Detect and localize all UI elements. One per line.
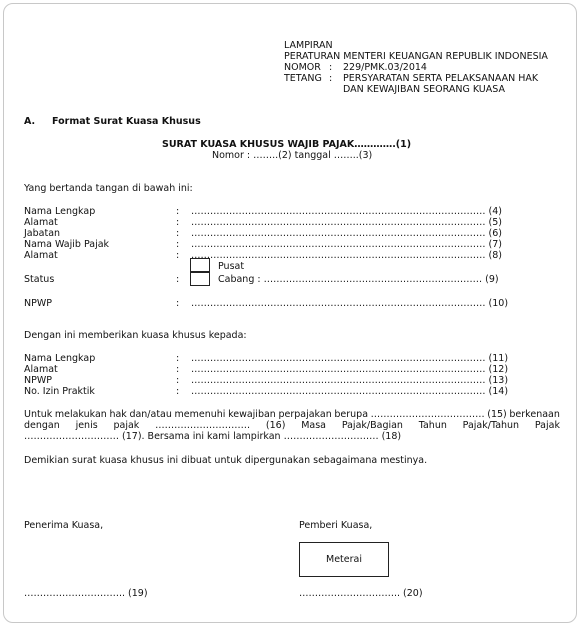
purpose-word: dengan bbox=[24, 420, 60, 431]
field-dots: ………………………………………………………………………………… (5) bbox=[191, 217, 502, 228]
purpose-word: jenis bbox=[75, 420, 98, 431]
field-label: Jabatan bbox=[24, 228, 61, 239]
npwp-label: NPWP bbox=[24, 298, 52, 309]
giver-label: Pemberi Kuasa, bbox=[299, 520, 373, 531]
purpose-word: memenuhi bbox=[174, 409, 226, 420]
purpose-line1 bbox=[24, 409, 560, 420]
purpose-word: kewajiban bbox=[228, 409, 276, 420]
field-dots: ………………………………………………………………………………… (7) bbox=[191, 239, 502, 250]
purpose-word: Pajak bbox=[534, 420, 560, 431]
field-colon: : bbox=[176, 250, 180, 261]
purpose-word: Masa bbox=[301, 420, 327, 431]
purpose-word: ………………………… bbox=[155, 420, 251, 431]
field-colon: : bbox=[176, 386, 180, 397]
receiver-label: Penerima Kuasa, bbox=[24, 520, 104, 531]
npwp-dots: ………………………………………………………………………………… (10) bbox=[191, 298, 509, 309]
grant-intro-text: Dengan ini memberikan kuasa khusus kepada: bbox=[24, 330, 247, 341]
purpose-word: pajak bbox=[113, 420, 140, 431]
field-label: No. Izin Praktik bbox=[24, 386, 95, 397]
field-colon: : bbox=[176, 364, 180, 375]
status-pusat-checkbox[interactable] bbox=[190, 258, 210, 272]
purpose-word: berkenaan bbox=[509, 409, 560, 420]
purpose-word: Pajak/Bagian bbox=[341, 420, 403, 431]
header-tentang-line1: PERSYARATAN SERTA PELAKSANAAN HAK bbox=[343, 73, 539, 84]
npwp-colon: : bbox=[176, 298, 180, 309]
status-colon: : bbox=[176, 274, 180, 285]
field-label: Alamat bbox=[24, 250, 58, 261]
header-tentang-line2: DAN KEWAJIBAN SEORANG KUASA bbox=[343, 84, 505, 95]
doc-title: SURAT KUASA KHUSUS WAJIB PAJAK………….(1) bbox=[162, 139, 412, 150]
field-label: Nama Lengkap bbox=[24, 353, 96, 364]
field-dots: ………………………………………………………………………………… (8) bbox=[191, 250, 502, 261]
giver-signature-line: ………………………….. (20) bbox=[299, 588, 423, 599]
purpose-word: Pajak/Tahun bbox=[462, 420, 520, 431]
field-dots: ………………………………………………………………………………… (12) bbox=[191, 364, 509, 375]
header-tentang-colon: : bbox=[329, 73, 333, 84]
field-label: Nama Wajib Pajak bbox=[24, 239, 110, 250]
header-nomor-colon: : bbox=[329, 62, 333, 73]
closing-text: Demikian surat kuasa khusus ini dibuat untuk dipergunakan sebagaimana mestinya. bbox=[24, 455, 428, 466]
field-label: NPWP bbox=[24, 375, 52, 386]
intro-text: Yang bertanda tangan di bawah ini: bbox=[24, 183, 193, 194]
purpose-word: ……………………………… bbox=[370, 409, 485, 420]
purpose-line2 bbox=[24, 420, 560, 431]
status-cabang-checkbox[interactable] bbox=[190, 272, 210, 286]
field-colon: : bbox=[176, 206, 180, 217]
field-colon: : bbox=[176, 228, 180, 239]
status-label: Status bbox=[24, 274, 55, 285]
purpose-word: hak bbox=[109, 409, 127, 420]
section-title: Format Surat Kuasa Khusus bbox=[52, 116, 201, 127]
purpose-word: perpajakan bbox=[278, 409, 332, 420]
field-dots: ………………………………………………………………………………… (11) bbox=[191, 353, 509, 364]
purpose-word: (16) bbox=[265, 420, 286, 431]
purpose-word: berupa bbox=[334, 409, 369, 420]
field-label: Alamat bbox=[24, 217, 58, 228]
field-colon: : bbox=[176, 239, 180, 250]
header-nomor-value: 229/PMK.03/2014 bbox=[343, 62, 427, 73]
receiver-signature-line: ………………………….. (19) bbox=[24, 588, 148, 599]
field-dots: ………………………………………………………………………………… (13) bbox=[191, 375, 509, 386]
field-label: Alamat bbox=[24, 364, 58, 375]
status-pusat-label: Pusat bbox=[218, 261, 245, 272]
field-label: Nama Lengkap bbox=[24, 206, 96, 217]
field-dots: ………………………………………………………………………………… (14) bbox=[191, 386, 509, 397]
doc-subtitle: Nomor : ……..(2) tanggal ……..(3) bbox=[212, 150, 373, 161]
section-letter: A. bbox=[24, 116, 36, 127]
meterai-label: Meterai bbox=[326, 554, 362, 565]
header-lampiran: LAMPIRAN bbox=[284, 40, 333, 51]
purpose-word: melakukan bbox=[54, 409, 107, 420]
header-peraturan: PERATURAN MENTERI KEUANGAN REPUBLIK INDONESIA bbox=[284, 51, 548, 62]
purpose-word: dan/atau bbox=[129, 409, 172, 420]
field-colon: : bbox=[176, 375, 180, 386]
purpose-word: Tahun bbox=[418, 420, 447, 431]
field-colon: : bbox=[176, 353, 180, 364]
purpose-word: Untuk bbox=[24, 409, 53, 420]
purpose-word: (15) bbox=[487, 409, 507, 420]
field-dots: ………………………………………………………………………………… (6) bbox=[191, 228, 502, 239]
header-nomor-label: NOMOR bbox=[284, 62, 321, 73]
purpose-line3: ………………………… (17). Bersama ini kami lampirkan ………………………… (18) bbox=[24, 431, 402, 442]
field-dots: ………………………………………………………………………………… (4) bbox=[191, 206, 502, 217]
header-tentang-label: TETANG bbox=[284, 73, 322, 84]
field-colon: : bbox=[176, 217, 180, 228]
status-cabang-label: Cabang : …………………………………………………………… (9) bbox=[218, 274, 499, 285]
